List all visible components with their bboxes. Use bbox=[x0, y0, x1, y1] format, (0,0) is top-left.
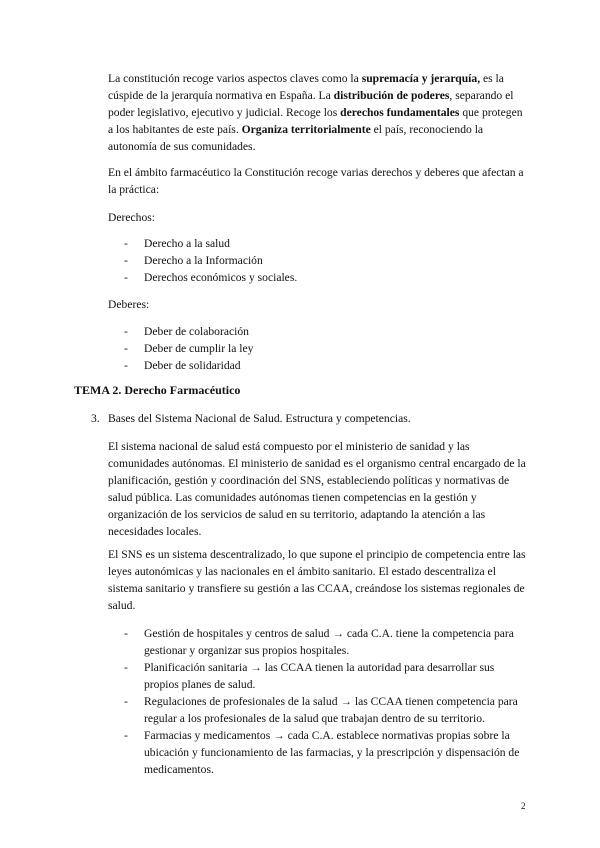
text-run: , separando el poder legislativo, ejecutivo y judicial. Recoge los bbox=[108, 89, 514, 119]
dash-bullet: - bbox=[124, 254, 128, 267]
bold-term: supremacía y jerarquía, bbox=[361, 72, 481, 85]
derechos-label: Derechos: bbox=[108, 211, 155, 224]
paragraph-sns-descentralizado: El SNS es un sistema descentralizado, lo que supone el principio de competencia entre las leyes autonómicas y las nacionales en el ámbito sanitario. El estado descentraliza el sistema sanitario y transfiere su gestión a las CCAA, creándose los sistemas regionales de salud. bbox=[108, 548, 526, 612]
list-item-text: Gestión de hospitales y centros de salud → cada C.A. tiene la competencia para gestionar y organizar sus propios hospitales. bbox=[144, 627, 514, 657]
list-item-text: Derecho a la salud bbox=[144, 237, 230, 250]
paragraph-sns-composicion: El sistema nacional de salud está compuesto por el ministerio de sanidad y las comunidades autónomas. El ministerio de sanidad es el organismo central encargado de la planificación, gestión y coordinación del SNS, estableciendo políticas y normativas de salud pública. Las comunidades autónomas tienen competencias en la gestión y organización de los servicios de salud en su territorio, adaptando la atención a las necesidades locales. bbox=[108, 440, 526, 538]
section-heading: TEMA 2. Derecho Farmacéutico bbox=[74, 383, 241, 397]
item-title: Bases del Sistema Nacional de Salud. Estructura y competencias. bbox=[108, 412, 411, 425]
list-item-text: Deber de colaboración bbox=[144, 325, 249, 338]
list-item-text: Farmacias y medicamentos → cada C.A. establece normativas propias sobre la ubicación y funcionamiento de las farmacias, y la prescripción y dispensación de medicamentos. bbox=[144, 729, 520, 776]
dash-bullet: - bbox=[124, 695, 128, 708]
paragraph-constitucion bbox=[108, 70, 526, 155]
text-run: La constitución recoge varios aspectos claves como la bbox=[108, 72, 362, 85]
dash-bullet: - bbox=[124, 342, 128, 355]
dash-bullet: - bbox=[124, 271, 128, 284]
list-item-text: Planificación sanitaria → las CCAA tienen la autoridad para desarrollar sus propios planes de salud. bbox=[144, 661, 495, 691]
deberes-list bbox=[124, 323, 528, 374]
list-item bbox=[124, 269, 528, 286]
page-number: 2 bbox=[521, 801, 526, 811]
item-number: 3. bbox=[91, 412, 100, 425]
dash-bullet: - bbox=[124, 627, 128, 640]
numbered-item bbox=[91, 410, 531, 427]
derechos-list bbox=[124, 235, 528, 286]
paragraph-ambito-farmaceutico: En el ámbito farmacéutico la Constitución recoge varias derechos y deberes que afectan a la práctica: bbox=[108, 166, 524, 196]
list-item bbox=[124, 252, 528, 269]
list-item bbox=[124, 357, 528, 374]
text-run: que protegen a los habitantes de este país. bbox=[108, 106, 523, 136]
list-item bbox=[124, 235, 528, 252]
list-item bbox=[124, 727, 528, 778]
dash-bullet: - bbox=[124, 325, 128, 338]
dash-bullet: - bbox=[124, 729, 128, 742]
bold-term: distribución de poderes bbox=[333, 89, 450, 102]
dash-bullet: - bbox=[124, 237, 128, 250]
list-item bbox=[124, 340, 528, 357]
dash-bullet: - bbox=[124, 661, 128, 674]
dash-bullet: - bbox=[124, 359, 128, 372]
text-run: es la cúspide de la jerarquía normativa en España. La bbox=[108, 72, 504, 102]
deberes-label: Deberes: bbox=[108, 298, 150, 311]
bold-term: derechos fundamentales bbox=[340, 106, 460, 119]
list-item-text: Derecho a la Información bbox=[144, 254, 263, 267]
list-item bbox=[124, 693, 528, 727]
list-item-text: Deber de cumplir la ley bbox=[144, 342, 254, 355]
list-item-text: Derechos económicos y sociales. bbox=[144, 271, 298, 284]
list-item-text: Regulaciones de profesionales de la salud → las CCAA tienen competencia para regular a los profesionales de la salud que trabajan dentro de su territorio. bbox=[144, 695, 518, 725]
bold-term: Organiza territorialmente bbox=[241, 123, 371, 136]
list-item bbox=[124, 323, 528, 340]
list-item-text: Deber de solidaridad bbox=[144, 359, 241, 372]
list-item bbox=[124, 659, 528, 693]
list-item bbox=[124, 625, 528, 659]
text-run: el país, reconociendo la autonomía de sus comunidades. bbox=[108, 123, 484, 153]
competencias-list bbox=[124, 625, 528, 778]
